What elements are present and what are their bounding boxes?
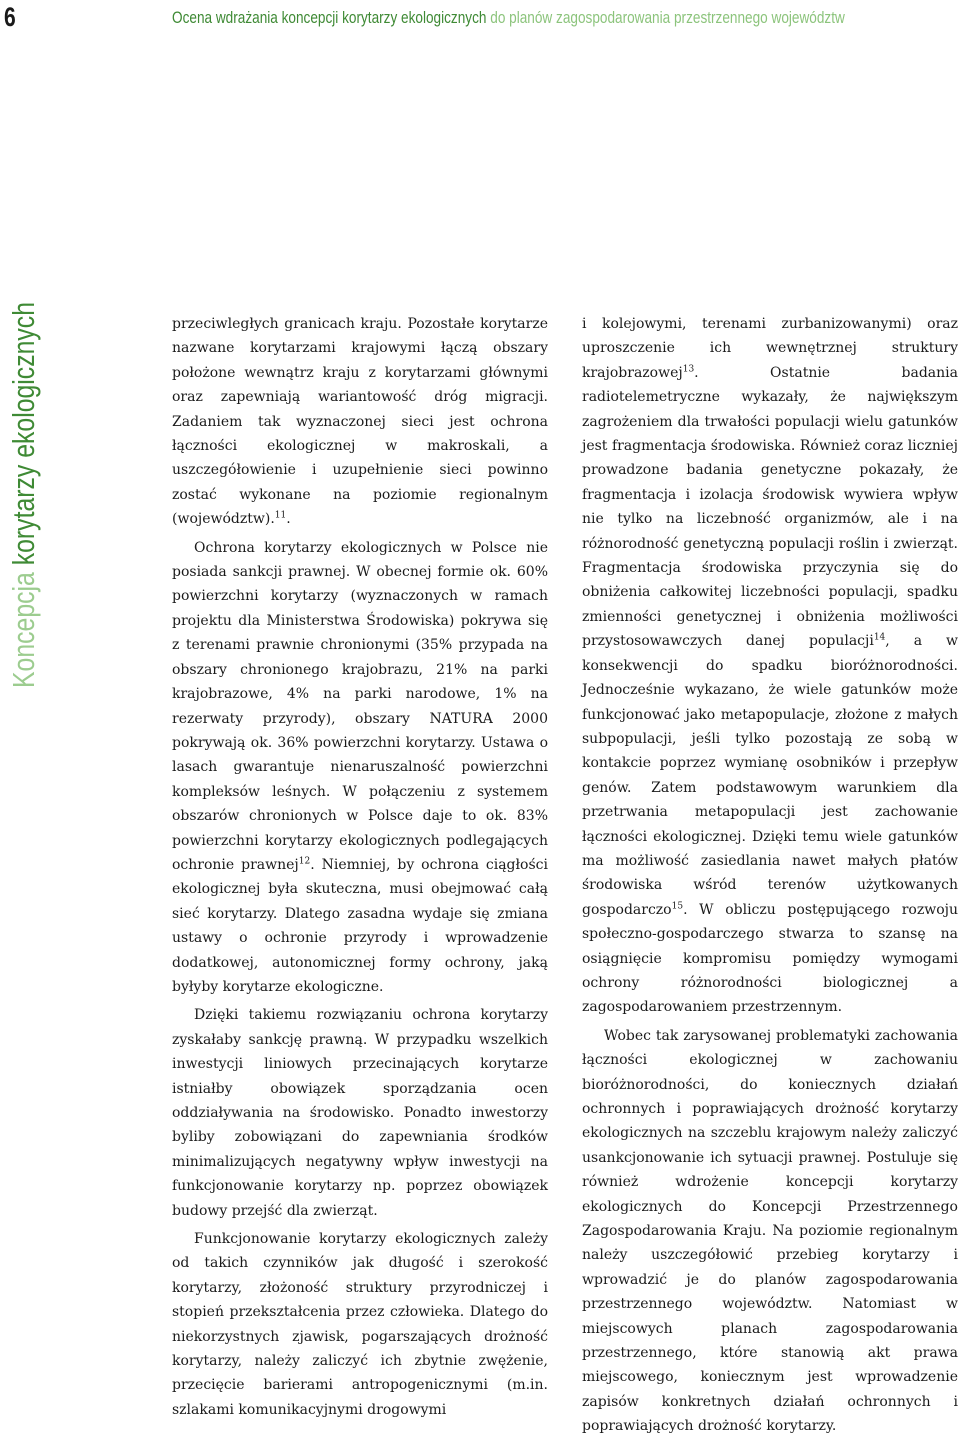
paragraph: Wobec tak zarysowanej problematyki zachowania łączności ekologicznej w zachowaniu bioróżnorodności, do koniecznych działań ochronnych i poprawiających drożność korytarzy ekologicznych na szczeblu krajowym należy zaliczyć usankcjonowanie ich sytuacji prawnej. Postuluje się również wdrożenie koncepcji korytarzy ekologicznych do Koncepcji Przestrzennego Zagospodarowania Kraju. Na poziomie regionalnym należy uszczegółowić przebieg korytarzy i wprowadzić je do planów zagospodarowania przestrzennego województw. Natomiast w miejscowych planach zagospodarowania przestrzennego, które stanowią akt prawa miejscowego, koniecznym jest wprowadzenie zapisów konkretnych działań ochronnych i poprawiających drożność korytarzy. [582, 1027, 958, 1435]
footnote-ref: 14 [873, 632, 886, 643]
footnote-ref: 11 [274, 510, 287, 521]
footnote-ref: 15 [671, 901, 684, 912]
footnote-ref: 13 [682, 364, 695, 375]
side-title [4, 302, 44, 688]
paragraph: Ochrona korytarzy ekologicznych w Polsce nie posiada sankcji prawnej. W obecnej formie ok. 60% powierzchni korytarzy (wyznaczonych w ramach projektu dla Ministerstwa Środowiska) pokrywa się z terenami prawnie chronionymi (35% przypada na obszary chronionego krajobrazu, 21% na parki krajobrazowe, 4% na parki narodowe, 1% na rezerwaty przyrody), obszary NATURA 2000 pokrywają ok. 36% powierzchni korytarzy. Ustawa o lasach gwarantuje nienaruszalność powierzchni kompleksów leśnych. W połączeniu z systemem obszarów chronionych w Polsce daje to ok. 83% powierzchni korytarzy ekologicznych podlegających ochronie prawnej$^{12}$. Niemniej, by ochrona ciągłości ekologicznej była skuteczna, musi obejmować całą sieć korytarzy. Dlatego zasadna wydaje się zmiana ustawy o ochronie przyrody i wprowadzenie dodatkowej, autonomicznej formy ochrony, jaką byłyby korytarze ekologiczne. [172, 539, 548, 995]
paragraph: przeciwległych granicach kraju. Pozostałe korytarze nazwane korytarzami krajowymi łączą obszary położone wewnątrz kraju z korytarzami głównymi oraz zapewniają wariantowość dróg migracji. Zadaniem tak wyznaczonej sieci jest ochrona łączności ekologicznej w makroskali, a uszczegółowienie i uzupełnienie sieci powinno zostać wykonane na poziomie regionalnym (województw).$^{11}$. [172, 316, 548, 528]
side-title-light: Koncepcja [6, 572, 41, 688]
running-header-title: Ocena wdrażania koncepcji korytarzy ekologicznych [172, 8, 487, 27]
paragraph: Funkcjonowanie korytarzy ekologicznych zależy od takich czynników jak długość i szerokość korytarzy, złożoność struktury przyrodniczej i stopień przekształcenia przez człowieka. Dlatego do niekorzystnych zjawisk, pogarszających drożność korytarzy, należy zaliczyć ich zbytnie zwężenie, przecięcie barierami antropogenicznymi (m.in. szlakami komunikacyjnymi drogowymi [172, 1231, 548, 1418]
side-title-dark: korytarzy ekologicznych [6, 302, 41, 566]
left-column [172, 312, 548, 1422]
paragraph: Dzięki takiemu rozwiązaniu ochrona korytarzy zyskałaby sankcję prawną. W przypadku wszelkich inwestycji liniowych przecinających korytarze istniałby obowiązek sporządzania ocen oddziaływania na środowisko. Ponadto inwestorzy byliby zobowiązani do zapewniania środków minimalizujących negatywny wpływ inwestycji na funkcjonowanie korytarzy np. poprzez obowiązek budowy przejść dla zwierząt. [172, 1007, 548, 1219]
page-number: 6 [4, 2, 16, 32]
right-column [582, 312, 958, 1439]
paragraph: i kolejowymi, terenami zurbanizowanymi) oraz uproszczenie ich wewnętrznej struktury krajobrazowej$^{13}$. Ostatnie badania radiotelemetryczne wykazały, że największym zagrożeniem dla trwałości populacji wielu gatunków jest fragmentacja środowiska. Również coraz liczniej prowadzone badania genetyczne pokazały, że fragmentacja i izolacja środowisk wywiera wpływ nie tylko na liczebność organizmów, ale i na różnorodność genetyczną populacji roślin i zwierząt. Fragmentacja środowiska przyczynia się do obniżenia całkowitej liczebności populacji, spadku zmienności genetycznej i obniżenia możliwości przystosowawczych danej populacji$^{14}$, a w konsekwencji do spadku bioróżnorodności. Jednocześnie wykazano, że wiele gatunków może funkcjonować jako metapopulacje, złożone z małych subpopulacji, jeśli tylko pozostają ze sobą w kontakcie poprzez wymianę osobników i przepływ genów. Zatem podstawowym warunkiem dla przetrwania metapopulacji jest zachowanie łączności ekologicznej. Dzięki temu wiele gatunków ma możliwość zasiedlania nawet małych płatów środowiska wśród terenów użytkowanych gospodarczo$^{15}$. W obliczu postępującego rozwoju społeczno-gospodarczego stwarza to szansę na osiągnięcie kompromisu pomiędzy wymogami ochrony różnorodności biologicznej a zagospodarowaniem przestrzennym. [582, 316, 958, 1016]
running-header-subtitle: do planów zagospodarowania przestrzennego województw [490, 8, 845, 27]
running-header [172, 8, 845, 28]
footnote-ref: 12 [298, 856, 311, 867]
